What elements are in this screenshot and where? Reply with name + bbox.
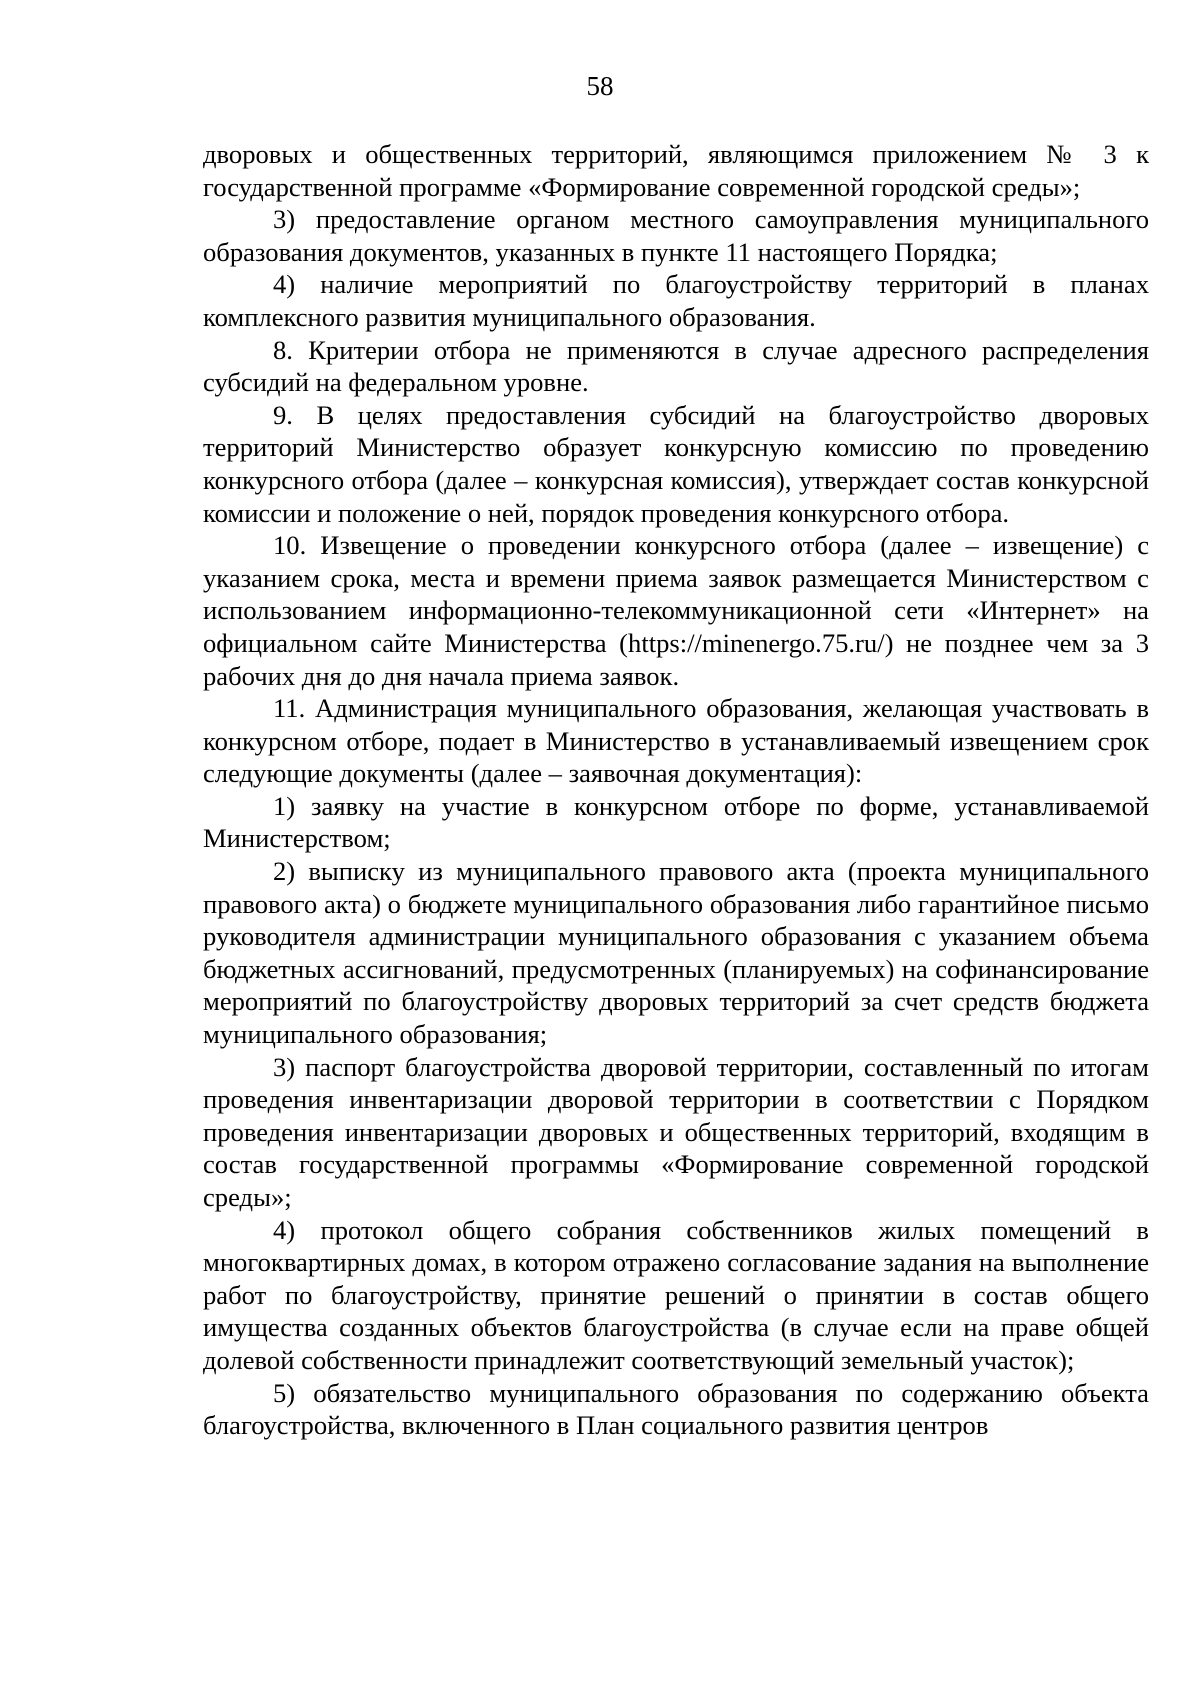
paragraph: дворовых и общественных территорий, являющимся приложением № 3 к государственной программе «Формирование современной городской среды»;	[203, 139, 1149, 202]
paragraph: 2) выписку из муниципального правового акта (проекта муниципального правового акта) о бюджете муниципального образования либо гарантийное письмо руководителя администрации муниципального образования с указанием объема бюджетных ассигнований, предусмотренных (планируемых) на софинансирование мероприятий по благоустройству дворовых территорий за счет средств бюджета муниципального образования;	[203, 856, 1149, 1050]
page-number: 58	[586, 71, 614, 101]
paragraph: 4) протокол общего собрания собственников жилых помещений в многоквартирных домах, в котором отражено согласование задания на выполнение работ по благоустройству, принятие решений о принятии в состав общего имущества созданных объектов благоустройства (в случае если на праве общей долевой собственности принадлежит соответствующий земельный участок);	[203, 1214, 1149, 1375]
paragraph: 10. Извещение о проведении конкурсного отбора (далее – извещение) с указанием срока, места и времени приема заявок размещается Министерством с использованием информационно-телекоммуникационной сети «Интернет» на официальном сайте Министерства (https://minenergo.75.ru/) не позднее чем за 3 рабочих дня до дня начала приема заявок.	[203, 530, 1149, 691]
paragraph: 11. Администрация муниципального образования, желающая участвовать в конкурсном отборе, подает в Министерство в устанавливаемый извещением срок следующие документы (далее – заявочная документация):	[203, 693, 1149, 789]
paragraph: 5) обязательство муниципального образования по содержанию объекта благоустройства, включенного в План социального развития центров	[203, 1377, 1149, 1441]
paragraph: 1) заявку на участие в конкурсном отборе по форме, устанавливаемой Министерством;	[203, 790, 1149, 854]
document-body	[203, 138, 1149, 1442]
paragraph: 3) предоставление органом местного самоуправления муниципального образования документов, указанных в пункте 11 настоящего Порядка;	[203, 204, 1149, 267]
paragraph: 9. В целях предоставления субсидий на благоустройство дворовых территорий Министерство образует конкурсную комиссию по проведению конкурсного отбора (далее – конкурсная комиссия), утверждает состав конкурсной комиссии и положение о ней, порядок проведения конкурсного отбора.	[203, 399, 1149, 528]
paragraph: 3) паспорт благоустройства дворовой территории, составленный по итогам проведения инвентаризации дворовой территории в соответствии с Порядком проведения инвентаризации дворовых и общественных территорий, входящим в состав государственной программы «Формирование современной городской среды»;	[203, 1051, 1149, 1212]
paragraph: 8. Критерии отбора не применяются в случае адресного распределения субсидий на федеральном уровне.	[203, 334, 1149, 398]
paragraph: 4) наличие мероприятий по благоустройству территорий в планах комплексного развития муниципального образования.	[203, 269, 1149, 332]
